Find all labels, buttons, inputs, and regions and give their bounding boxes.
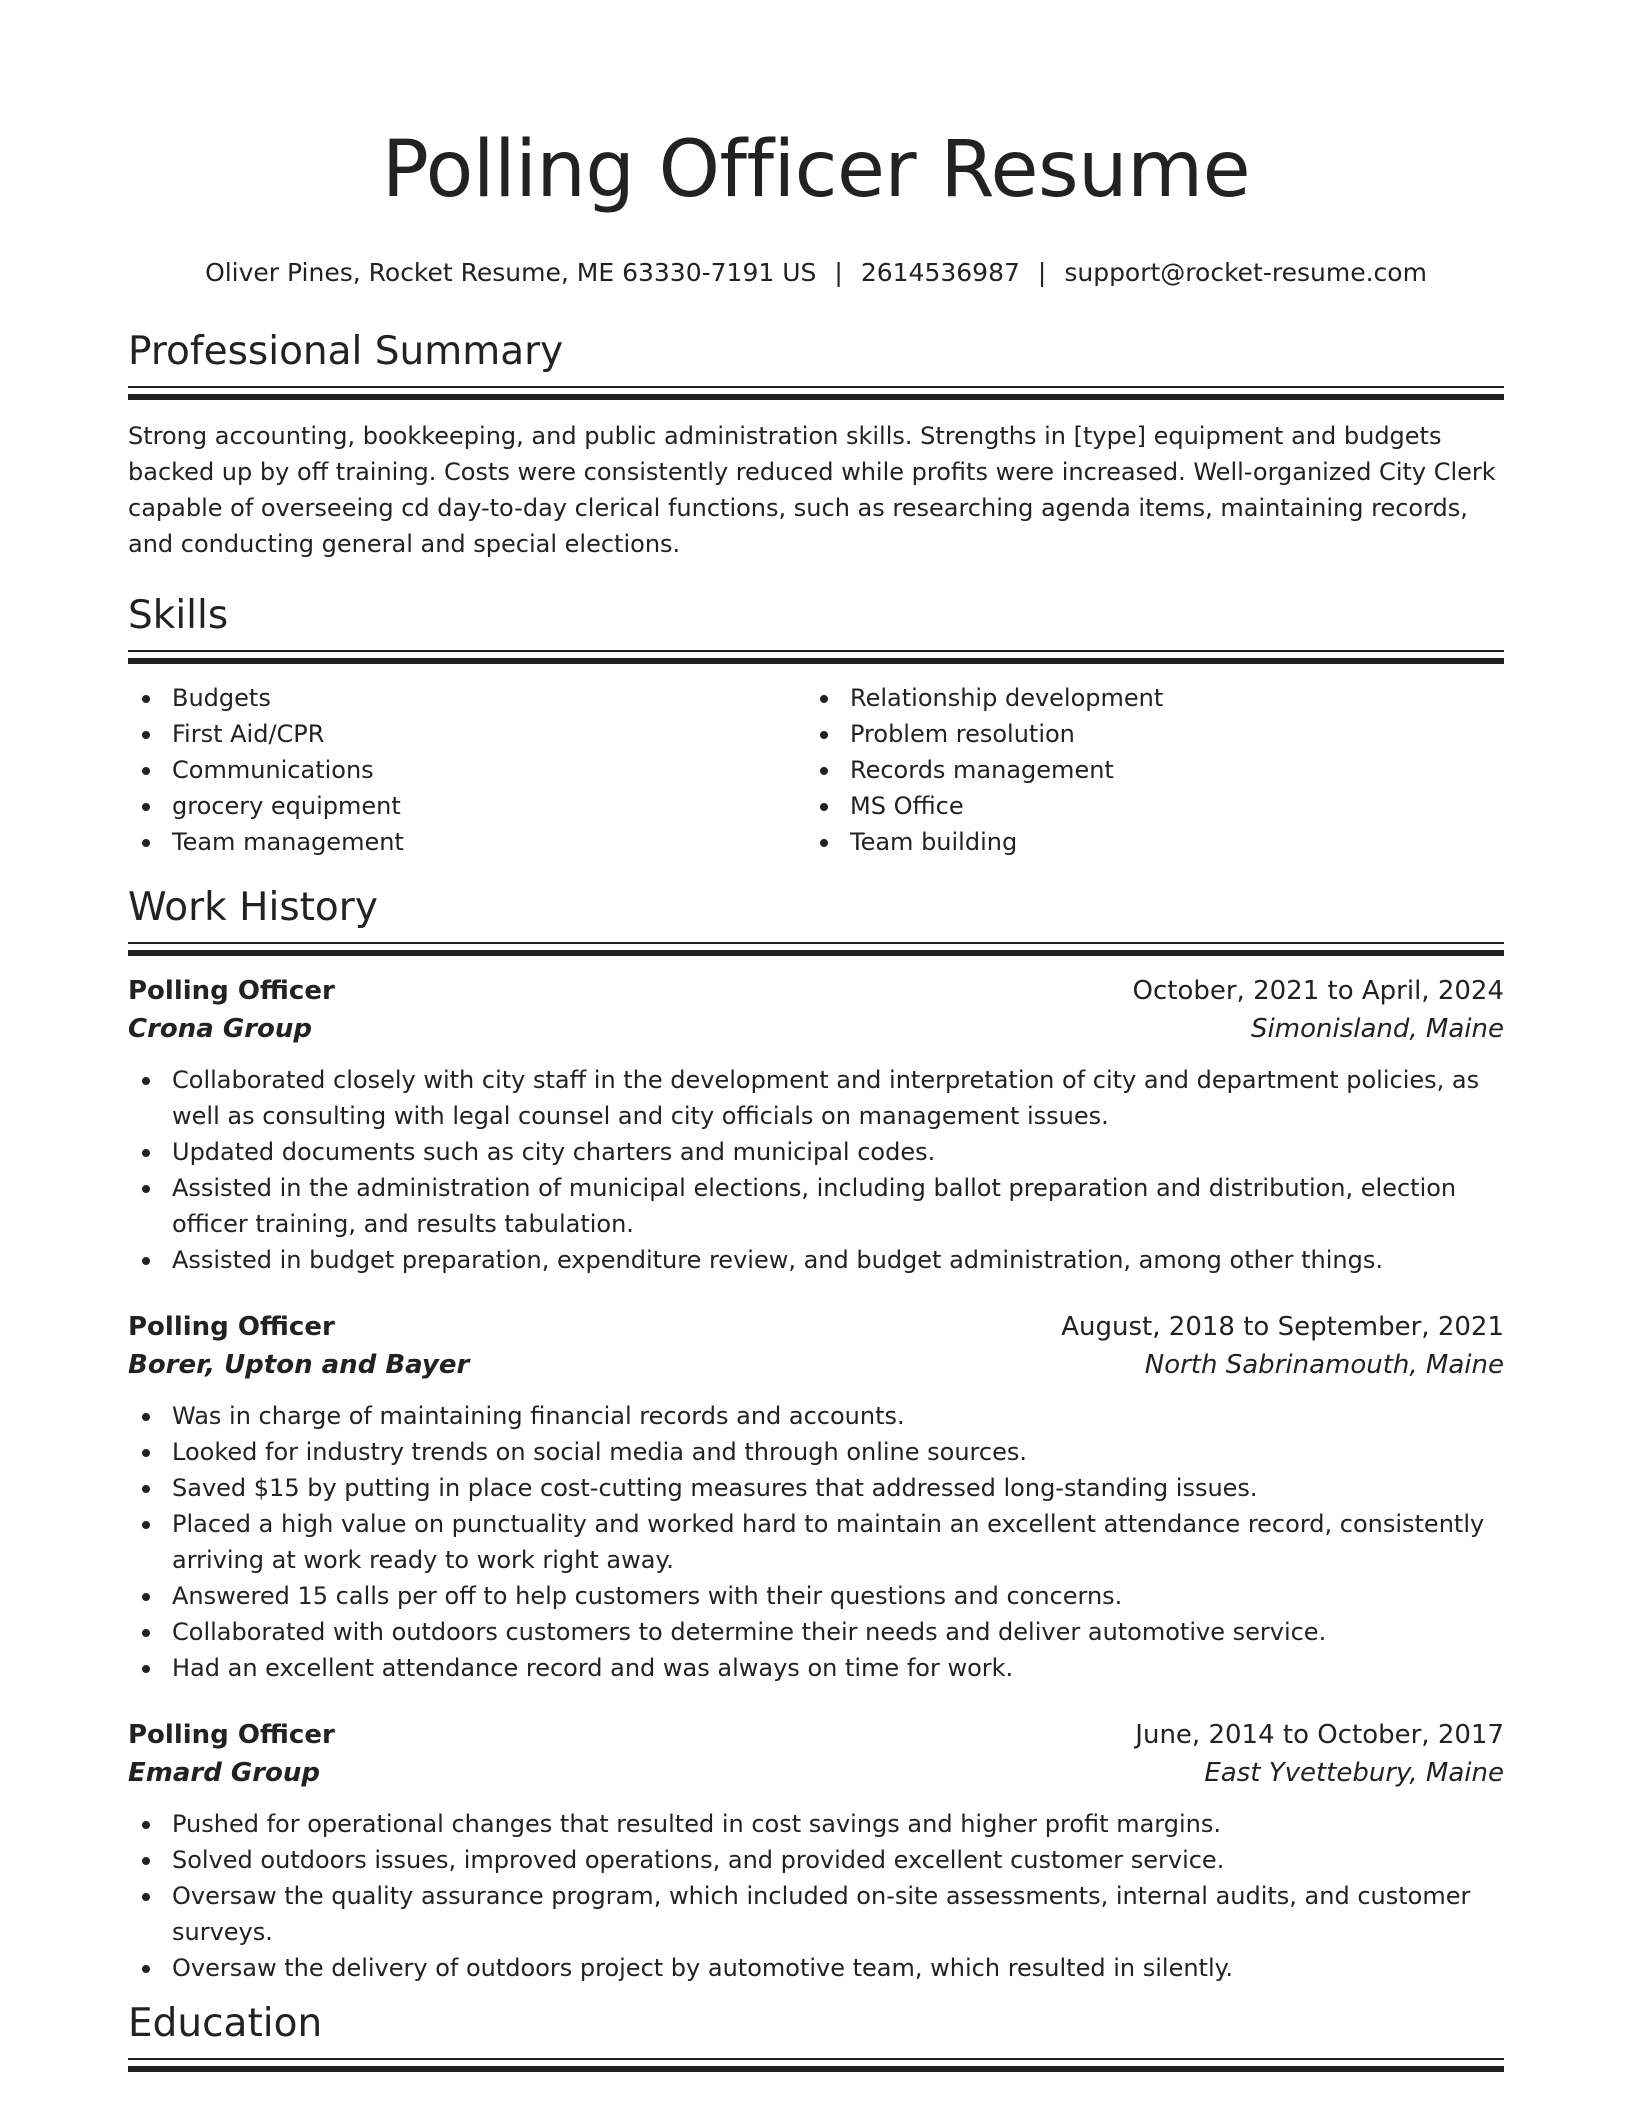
job-bullet: Was in charge of maintaining financial records and accounts. — [128, 1398, 1504, 1434]
job-company-row — [128, 1754, 1504, 1792]
job-header-row — [128, 1716, 1504, 1754]
skill-item: Relationship development — [806, 680, 1484, 716]
resume-title: Polling Officer Resume — [381, 125, 1251, 215]
work-section — [128, 884, 1504, 1986]
section-rule-thick — [128, 658, 1504, 664]
skill-item: Communications — [128, 752, 806, 788]
job-bullet: Saved $15 by putting in place cost-cutting measures that addressed long-standing issues. — [128, 1470, 1504, 1506]
job-location: East Yvettebury, Maine — [1204, 1758, 1504, 1788]
education-section — [128, 2000, 1504, 2072]
job-company: Emard Group — [128, 1758, 321, 1788]
job-bullet-list — [128, 1398, 1504, 1686]
section-rule-thick — [128, 950, 1504, 956]
section-rule-thin — [128, 942, 1504, 944]
job-company-row — [128, 1010, 1504, 1048]
skill-item: Problem resolution — [806, 716, 1484, 752]
job-bullet: Collaborated closely with city staff in the development and interpretation of city and department policies, as well as consulting with legal counsel and city officials on management issues. — [128, 1062, 1504, 1134]
skill-item: First Aid/CPR — [128, 716, 806, 752]
job-title: Polling Officer — [128, 976, 335, 1006]
education-heading: Education — [128, 2001, 323, 2046]
section-rule-thin — [128, 2058, 1504, 2060]
work-heading: Work History — [128, 885, 378, 930]
job-dates: June, 2014 to October, 2017 — [1135, 1720, 1504, 1750]
skill-item: MS Office — [806, 788, 1484, 824]
skills-columns — [128, 680, 1504, 860]
skill-item: grocery equipment — [128, 788, 806, 824]
job-bullet: Updated documents such as city charters and municipal codes. — [128, 1134, 1504, 1170]
contact-separator: | — [1037, 258, 1047, 287]
job-bullet-list — [128, 1062, 1504, 1278]
section-rule-thin — [128, 650, 1504, 652]
contact-email[interactable]: support@rocket-resume.com — [1064, 258, 1427, 287]
skills-heading: Skills — [128, 593, 229, 638]
job-entry — [128, 1716, 1504, 1986]
job-bullet: Had an excellent attendance record and was always on time for work. — [128, 1650, 1504, 1686]
summary-section — [128, 328, 1504, 562]
skills-section — [128, 592, 1504, 860]
skill-item: Team building — [806, 824, 1484, 860]
job-bullet: Collaborated with outdoors customers to determine their needs and deliver automotive service. — [128, 1614, 1504, 1650]
contact-line — [128, 256, 1504, 290]
job-bullet: Looked for industry trends on social media and through online sources. — [128, 1434, 1504, 1470]
job-bullet: Placed a high value on punctuality and worked hard to maintain an excellent attendance record, consistently arriving at work ready to work right away. — [128, 1506, 1504, 1578]
section-rule-thin — [128, 386, 1504, 388]
skill-item: Budgets — [128, 680, 806, 716]
skills-right-list — [806, 680, 1484, 860]
job-bullet: Oversaw the delivery of outdoors project by automotive team, which resulted in silently. — [128, 1950, 1504, 1986]
job-header-row — [128, 972, 1504, 1010]
job-location: North Sabrinamouth, Maine — [1144, 1350, 1504, 1380]
summary-text: Strong accounting, bookkeeping, and public administration skills. Strengths in [type] equipment and budgets backed up by off training. Costs were consistently reduced while profits were increased. Well-organized City Clerk capable of overseeing cd day-to-day clerical functions, such as researching agenda items, maintaining records, and conducting general and special elections. — [128, 422, 1496, 558]
job-location: Simonisland, Maine — [1251, 1014, 1504, 1044]
job-title: Polling Officer — [128, 1312, 335, 1342]
job-header-row — [128, 1308, 1504, 1346]
contact-separator: | — [834, 258, 843, 287]
section-rule-thick — [128, 2066, 1504, 2072]
job-bullet: Assisted in budget preparation, expenditure review, and budget administration, among other things. — [128, 1242, 1504, 1278]
job-company: Borer, Upton and Bayer — [128, 1350, 470, 1380]
job-entry — [128, 1308, 1504, 1686]
job-company: Crona Group — [128, 1014, 313, 1044]
summary-heading: Professional Summary — [128, 329, 564, 374]
job-title: Polling Officer — [128, 1720, 335, 1750]
job-bullet: Solved outdoors issues, improved operations, and provided excellent customer service. — [128, 1842, 1504, 1878]
job-bullet: Oversaw the quality assurance program, which included on-site assessments, internal audits, and customer surveys. — [128, 1878, 1504, 1950]
job-bullet: Answered 15 calls per off to help customers with their questions and concerns. — [128, 1578, 1504, 1614]
job-dates: October, 2021 to April, 2024 — [1132, 976, 1504, 1006]
job-entry — [128, 972, 1504, 1278]
skills-left-list — [128, 680, 806, 860]
skill-item: Team management — [128, 824, 806, 860]
job-bullet: Assisted in the administration of municipal elections, including ballot preparation and distribution, election officer training, and results tabulation. — [128, 1170, 1504, 1242]
job-company-row — [128, 1346, 1504, 1384]
contact-address: Oliver Pines, Rocket Resume, ME 63330-7191 US — [205, 258, 817, 287]
job-bullet-list — [128, 1806, 1504, 1986]
job-dates: August, 2018 to September, 2021 — [1061, 1312, 1504, 1342]
skill-item: Records management — [806, 752, 1484, 788]
job-bullet: Pushed for operational changes that resulted in cost savings and higher profit margins. — [128, 1806, 1504, 1842]
section-rule-thick — [128, 394, 1504, 400]
contact-phone: 2614536987 — [860, 258, 1020, 287]
